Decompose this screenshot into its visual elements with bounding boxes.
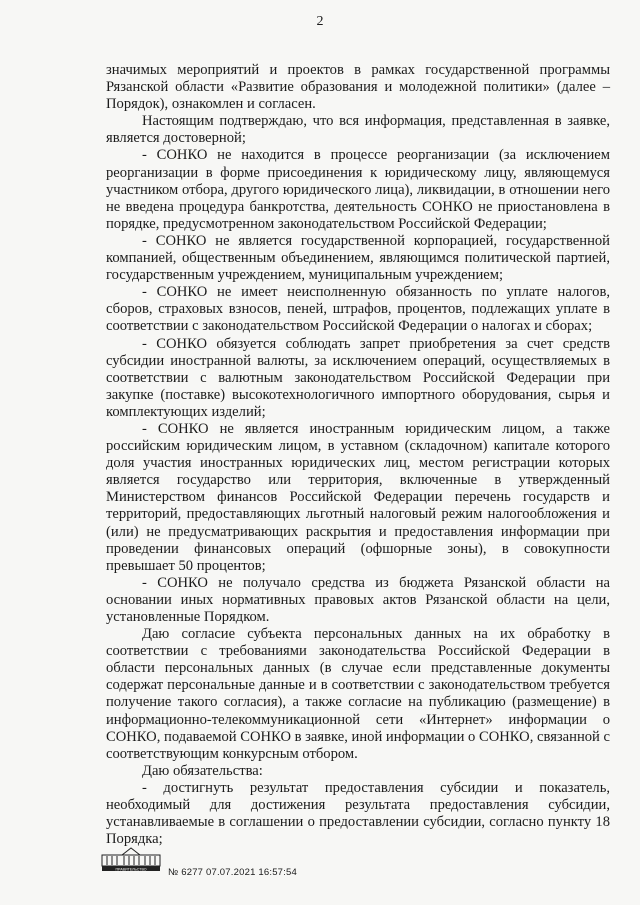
- list-item: - достигнуть результат предоставления субсидии и показатель, необходимый для достижения результата предоставления субсидии, устанавливаемые в соглашении о предоставлении субсидии, согласно пункту 18 Порядка;: [106, 779, 610, 848]
- list-item: - СОНКО не является иностранным юридическим лицом, а также российским юридическим лицом, в уставном (складочном) капитале которого доля участия иностранных юридических лиц, местом регистрации которых является государство или территория, включенные в утвержденный Министерством финансов Российской Федерации перечень государств и территорий, предоставляющих льготный налоговый режим налогообложения и (или) не предусматривающих раскрытия и предоставления информации при проведении финансовых операций (офшорные зоны), в совокупности превышает 50 процентов;: [106, 420, 610, 574]
- paragraph: значимых мероприятий и проектов в рамках государственной программы Рязанской области «Развитие образования и молодежной политики» (далее – Порядок), ознакомлен и согласен.: [106, 62, 610, 113]
- paragraph: Даю обязательства:: [142, 762, 263, 779]
- page-number: 2: [316, 14, 324, 29]
- list-item: - СОНКО обязуется соблюдать запрет приобретения за счет средств субсидии иностранной валюты, за исключением операций, осуществляемых в соответствии с валютным законодательством Российской Федерации при закупке (поставке) высокотехнологичного импортного оборудования, сырья и комплектующих изделий;: [106, 335, 610, 420]
- list-item: - СОНКО не является государственной корпорацией, государственной компанией, общественным объединением, являющимся политической партией, государственным учреждением, муниципальным учреждением;: [106, 232, 610, 284]
- paragraph: Настоящим подтверждаю, что вся информация, представленная в заявке, является достоверной;: [106, 113, 610, 147]
- registration-stamp: № 6277 07.07.2021 16:57:54: [168, 867, 297, 878]
- paragraph: Даю согласие субъекта персональных данных на их обработку в соответствии с требованиями законодательства Российской Федерации в области персональных данных (в случае если представленные документы содержат персональные данные и в соответствии с законодательством требуется получение такого согласия), а также согласие на публикацию (размещение) в информационно-телекоммуникационной сети «Интернет» информации о СОНКО, подаваемой СОНКО в заявке, иной информации о СОНКО, связанной с соответствующим конкурсным отбором.: [106, 626, 610, 762]
- list-item: - СОНКО не имеет неисполненную обязанность по уплате налогов, сборов, страховых взносов, пеней, штрафов, процентов, подлежащих уплате в соответствии с законодательством Российской Федерации о налогах и сборах;: [106, 284, 610, 335]
- list-item: - СОНКО не получало средства из бюджета Рязанской области на основании иных нормативных правовых актов Рязанской области на цели, установленные Порядком.: [106, 574, 610, 625]
- list-item: - СОНКО не находится в процессе реорганизации (за исключением реорганизации в форме присоединения к юридическому лицу, являющемуся участником отбора, другого юридического лица), ликвидации, в отношении него не введена процедура банкротства, деятельность СОНКО не приостановлена в порядке, предусмотренном законодательством Российской Федерации;: [106, 147, 610, 232]
- government-building-logo: [100, 846, 162, 872]
- logo-caption: ПРАВИТЕЛЬСТВО: [115, 867, 147, 872]
- document-body: [106, 62, 610, 848]
